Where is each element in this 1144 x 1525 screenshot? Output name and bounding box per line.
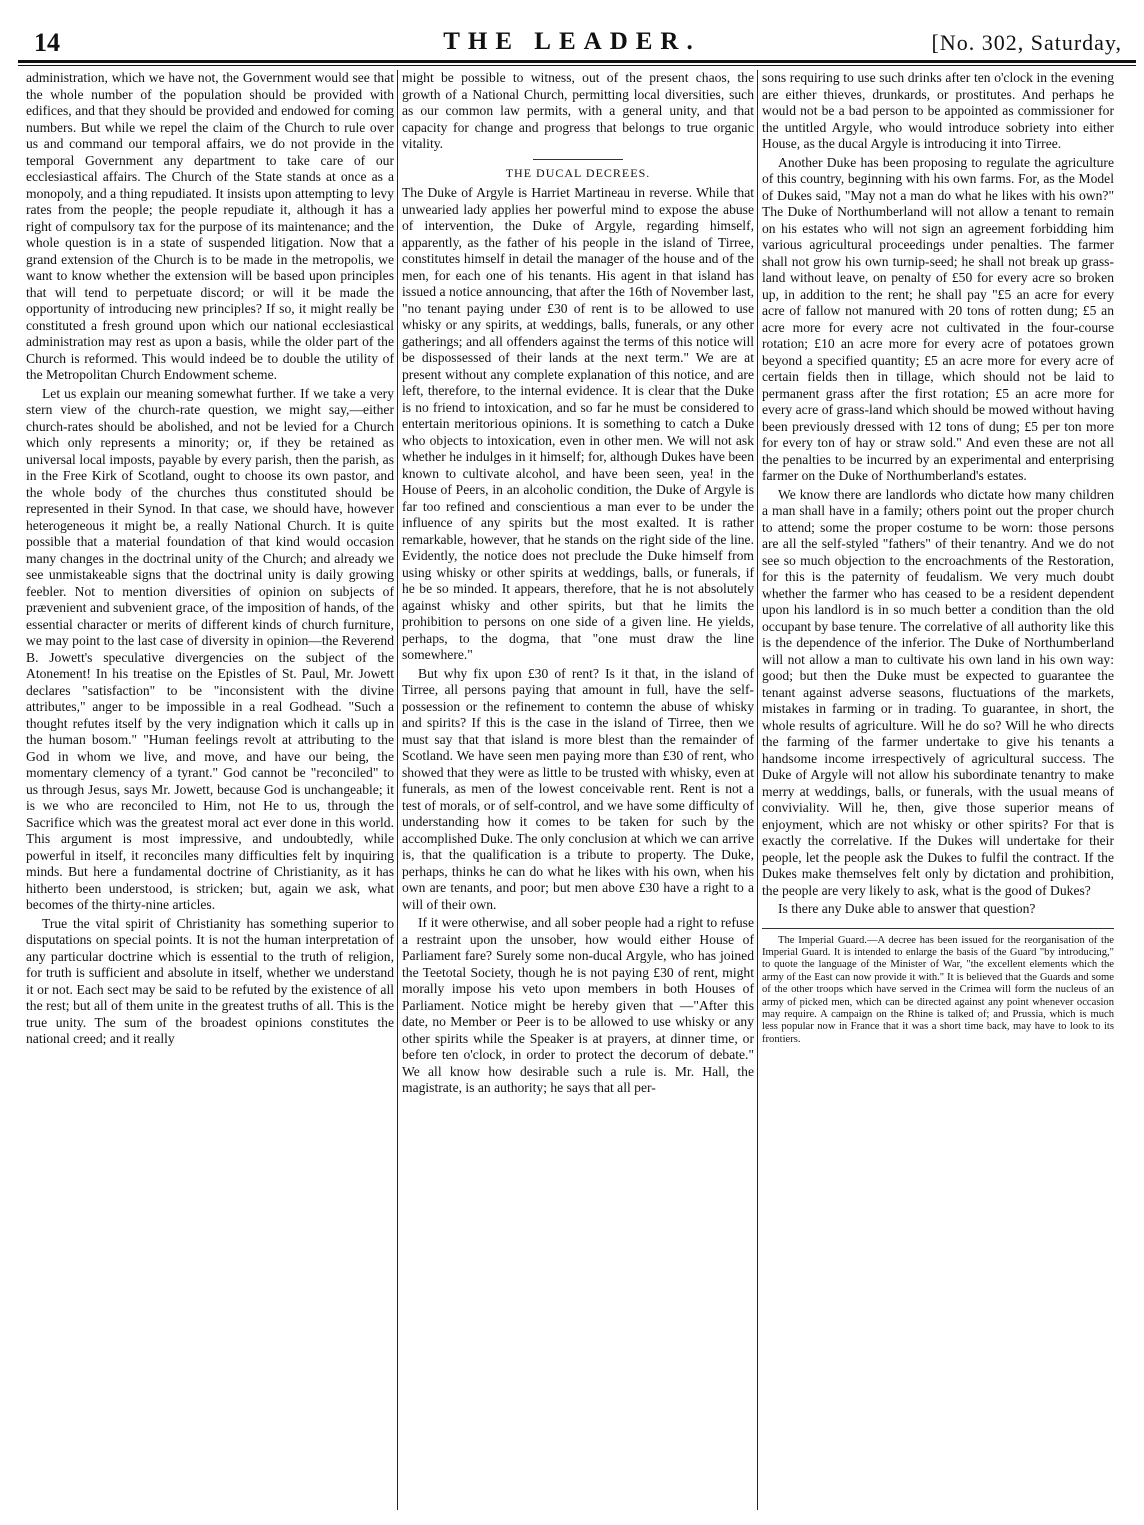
news-note [762, 935, 1114, 1047]
paragraph: But why fix upon £30 of rent? Is it that, in the island of Tirree, all persons paying that amount in full, have the self-possession or the refinement to contemn the abuse of whisky and spirits? If this is the case in the island of Tirree, then we must say that that island is more blest than the remainder of Scotland. We have seen men paying more than £30 of rent, who showed that they were as little to be trusted with whisky, even at funerals, as men of the lowest conceivable rent. Rent is not a test of morals, or of self-control, and we have some difficulty of understanding how it comes to be taken for such by the accomplished Duke. The only conclusion at which we can arrive is, that the qualification is a tribute to property. The Duke, perhaps, thinks he can do what he likes with his own, when his own are tenants, and poor; but men above £30 have a right to a will of their own. [402, 665, 754, 912]
masthead-rule [18, 60, 1136, 63]
paragraph: True the vital spirit of Christianity has something superior to disputations on special points. It is not the human interpretation of any particular doctrine which is essential to the truth of religion, for truth is sufficient and absolute in itself, whether we understand it or not. Each sect may be said to be refuted by the existence of all the rest; but all of them unite in the greatest truths of all. This is the true unity. The sum of the broadest opinions constitutes the national creed; and it really [26, 915, 394, 1046]
paragraph: Let us explain our meaning somewhat further. If we take a very stern view of the church-rate question, we might say,—either church-rates should be abolished, and not be levied for a Church which only represents a minority; or, if they be retained as universal local imposts, payable by every parish, then the parish, as in the Free Kirk of Scotland, ought to choose its own pastor, and the whole body of the churches thus constituted should be represented in their Synod. In that case, we should have, however heterogeneous it might be, a really National Church. It is quite possible that a material foundation of that kind would occasion many changes in the doctrinal unity of the Church; and already we see unmistakeable signs that the doctrinal unity is daily growing feebler. Not to mention diversities of opinion on subjects of prævenient and subvenient grace, of the imposition of hands, of the essential character or merits of different kinds of church furniture, we may point to the last case of diversity in opinion—the Reverend B. Jowett's speculative divergencies on the subject of the Atonement! In his treatise on the Epistles of St. Paul, Mr. Jowett declares "satisfaction" to be "inconsistent with the divine attributes," anger to be impossible in a real Godhead. "Such a thought refutes itself by the very indignation which it calls up in the human bosom." "Human feelings revolt at attributing to the God in whom we live, and move, and have our being, the momentary clemency of a tyrant." God cannot be "reconciled" to us through Jesus, says Mr. Jowett, because God is unchangeable; it is we who are reconciled to Him, not He to us, through the Sacrifice which was the greatest moral act ever done in this world. This argument is most impressive, and undoubtedly, while powerful in itself, it reconciles many difficulties felt by inquiring minds. But here a fundamental doctrine of Christianity, as it has hitherto been understood, is stricken; but, again we ask, what becomes of the thirty-nine articles. [26, 385, 394, 912]
page-number: 14 [34, 28, 60, 57]
section-heading: THE DUCAL DECREES. [505, 165, 651, 180]
masthead [18, 28, 1126, 58]
paragraph: sons requiring to use such drinks after ten o'clock in the evening are either thieves, drunkards, or prostitutes. And perhaps he would not be a bad person to be appointed as commissioner for the untitled Argyle, who would introduce sobriety into either House, as the ducal Argyle is introducing it into Tirree. [762, 70, 1114, 151]
paragraph: If it were otherwise, and all sober people had a right to refuse a restraint upon the unsober, how would either House of Parliament fare? Surely some non-ducal Argyle, who has joined the Teetotal Society, though he is not paying £30 of rent, might morally impose his veto upon members in both Houses of Parliament. Notice might be hereby given that —"After this date, no Member or Peer is to be allowed to use whisky or any other spirits while the Speaker is at prayers, at dinner time, or before ten o'clock, in order to protect the decorum of debate." We all know how desirable such a rule is. Mr. Hall, the magistrate, is an authority; he says that all per- [402, 915, 754, 1095]
column-2 [402, 70, 754, 1510]
note-paragraph: The Imperial Guard.—A decree has been issued for the reorganisation of the Imperial Guard. It is intended to enlarge the basis of the Guard "by introducing," to quote the language of the Minister of War, "the excellent elements which the army of the East can now provide it with." It is believed that the Guards and some of the other troops which have served in the Crimea will form the nucleus of an army of picked men, which can be directed against any point whenever occasion may require. A campaign on the Rhine is talked of; and Prussia, which is much less popular now in France that it was a short time back, may have to look to its frontiers. [762, 934, 1114, 1045]
paragraph: administration, which we have not, the Government would see that the whole number of the population should be provided with edifices, and that they should be provided and endowed for coming numbers. But while we repel the claim of the Church to rule over us and command our temporal affairs, we do not provide in the temporal Government any department to take care of our ecclesiastical affairs. The Church of the State stands at once as a monopoly, and a thing repudiated. It insists upon attempting to levy rates from the people; the people repudiate it, although it has a right of compulsory tax for the purpose of its maintenance; and the whole question is in a state of suspended litigation. Now that a grand extension of the Church is to be made in the metropolis, we want to know whether the extension will be based upon principles that will tend to perpetuate discord; or will it be made the opportunity of introducing new principles? If so, it might really be constituted a fresh ground upon which our national ecclesiastical administration may rest as upon a basis, while the older part of the Church is reformed. This would indeed be to double the utility of the Metropolitan Church Endowment scheme. [26, 70, 394, 382]
paragraph: might be possible to witness, out of the present chaos, the growth of a National Church, permitting local diversities, such as our common law permits, with a general unity, and that capacity for change and progress that belongs to true organic vitality. [402, 70, 754, 151]
paragraph: Another Duke has been proposing to regulate the agriculture of this country, beginning with his own farms. For, as the Model of Dukes said, "May not a man do what he likes with his own?" The Duke of Northumberland will not allow a tenant to remain on his estates who will not sign an agreement forbidding him various agricultural proceedings under penalties. The farmer shall not grow his own turnip-seed; he shall not break up grass-land without leave, on penalty of £50 for every acre so broken up, in addition to the rent; he shall pay "£5 an acre for every acre of fallow not manured with 20 tons of rotten dung; £5 an acre more for every acre not cultivated in the four-course rotation; £10 an acre more for every acre of potatoes grown beyond a specified quantity; £5 an acre more for every acre of certain fields then in tillage, which should not be laid to permanent grass after the first rotation; £5 an acre more for every acre of grass-land which should be mowed without having been previously dressed with 12 tons of dung; £5 per ton more for every ton of hay or straw sold." And even these are not all the penalties to be incurred by an experimental and enterprising farmer on the Duke of Northumberland's estates. [762, 154, 1114, 483]
column-3 [762, 70, 1114, 1510]
column-1 [26, 70, 394, 1510]
section-divider [533, 159, 623, 160]
paragraph: Is there any Duke able to answer that question? [778, 901, 1036, 916]
column-separator [757, 70, 758, 1510]
column-separator [397, 70, 398, 1510]
note-divider [762, 928, 1114, 929]
newspaper-title: THE LEADER. [443, 28, 701, 55]
paragraph: The Duke of Argyle is Harriet Martineau in reverse. While that unwearied lady applies her powerful mind to expose the abuse of intervention, the Duke of Argyle, regarding himself, apparently, as the father of his people in the island of Tirree, constitutes himself in detail the manager of the house and of the men, for each one of his tenants. His agent in that island has issued a notice announcing, that after the 16th of November last, "no tenant paying under £30 of rent is to be allowed to use whisky or any spirits, at weddings, balls, funerals, or any other gatherings; and all offenders against the terms of this notice will be dispossessed of their lands at the next term." We are at present without any complete explanation of this notice, and are left, therefore, to the internal evidence. It is clear that the Duke is no friend to intoxication, and so far he must be considered to entertain meritorious opinions. It is something to catch a Duke who objects to intoxication, even in other men. We will not ask whether he indulges in it himself; for, although Dukes have been known to cultivate alcohol, and have been seen, yea! in the House of Peers, in an alcoholic condition, the Duke of Argyle is far too refined and conscientious a man ever to be under the influence of any spirits but the most exalted. It is rather remarkable, however, that he stands on the right side of the line. Evidently, the notice does not preclude the Duke himself from using whisky or other spirits at weddings, balls, or funerals, if he be so minded. It appears, therefore, that he is not absolutely against whisky and other spirits, but that he limits the prohibition to persons on one side of a given line. He yields, perhaps, to the dogma, that "one must draw the line somewhere." [402, 185, 754, 662]
paragraph: We know there are landlords who dictate how many children a man shall have in a family; others point out the proper church to attend; some the proper costume to be worn: those persons are all the self-styled "fathers" of their tenantry. And we do not see so much objection to the encroachments of the Restoration, for this is the paternity of feudalism. We very much doubt whether the farmer who has ceased to be a resident dependent upon his landlord is in so much better a condition than the old occupant by base tenure. The correlative of all authority like this is the dependence of the inferior. The Duke of Northumberland will not allow a man to cultivate his own land in his own way: good; but then the Duke must be expected to guarantee the tenant against adverse seasons, fluctuations of the markets, mistakes in farming or in trading. To guarantee, in short, the whole results of agriculture. Will he do so? Will he who directs the farming of the farmer undertake to give his tenants a handsome income irrespectively of agricultural success. The Duke of Argyle will not allow his subordinate tenantry to make merry at weddings, balls, or funerals, with the usual means of conviviality. Will he, then, give those superior means of enjoyment, which are not whisky or other spirits? For that is exactly the correlative. If the Dukes will undertake for their people, let the people ask the Dukes to fulfil the contract. If the Dukes make themselves felt only by dictation and prohibition, the people are very likely to ask, what is the good of Dukes? [762, 486, 1114, 898]
masthead-rule-thin [18, 65, 1136, 66]
issue-info: [No. 302, Saturday, [931, 30, 1122, 55]
